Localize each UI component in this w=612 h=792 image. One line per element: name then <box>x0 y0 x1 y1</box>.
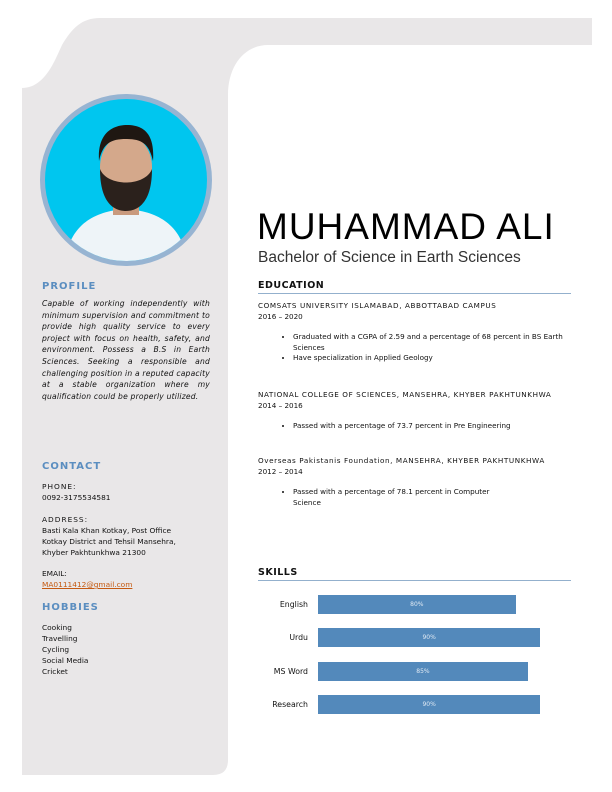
institution: Overseas Pakistanis Foundation, MANSEHRA, KHYBER PAKHTUNKHWA <box>258 456 545 465</box>
years: 2016 – 2020 <box>258 311 303 321</box>
email-label: EMAIL: <box>42 569 67 578</box>
contact-address <box>42 514 176 558</box>
hobby-item: Social Media <box>42 656 89 665</box>
education-entry <box>258 390 578 432</box>
phone-label: PHONE: <box>42 482 77 491</box>
skill-bar: 90% <box>318 695 540 714</box>
institution: NATIONAL COLLEGE OF SCIENCES, MANSEHRA, KHYBER PAKHTUNKHWA <box>258 390 552 399</box>
name-title: MUHAMMAD ALI <box>257 206 555 247</box>
person-icon <box>45 99 207 261</box>
education-bullet: • Graduated with a CGPA of 2.59 and a percentage of 68 percent in BS Earth Sciences <box>293 332 578 353</box>
skill-bar: 90% <box>318 628 540 647</box>
education-entry <box>258 456 578 508</box>
institution: COMSATS UNIVERSITY ISLAMABAD, ABBOTTABAD CAMPUS <box>258 301 497 310</box>
skill-bar: 80% <box>318 595 516 614</box>
years: 2012 – 2014 <box>258 466 303 476</box>
profile-heading: PROFILE <box>42 281 97 292</box>
skill-name: Urdu <box>289 633 308 642</box>
skill-name: MS Word <box>273 667 308 676</box>
contact-heading: CONTACT <box>42 461 102 472</box>
skill-row <box>250 628 580 648</box>
phone-value: 0092-3175534581 <box>42 493 111 502</box>
education-entry <box>258 301 578 364</box>
address-line: Khyber Pakhtunkhwa 21300 <box>42 548 146 557</box>
hobby-item: Travelling <box>42 634 78 643</box>
years: 2014 – 2016 <box>258 400 303 410</box>
education-bullet: • Passed with a percentage of 73.7 percent in Pre Engineering <box>293 421 578 432</box>
skills-heading: SKILLS <box>258 567 571 581</box>
hobbies-list <box>42 622 88 677</box>
degree-subtitle: Bachelor of Science in Earth Sciences <box>258 249 521 266</box>
education-bullet: • Have specialization in Applied Geology <box>293 353 578 364</box>
profile-text: Capable of working independently with minimum supervision and commitment to provide high quality service to every project with focus on health, safety, and environment. Possess a B.S in Earth Sciences. Seeking a responsible and challenging position in a reputed capacity at a stable organization where my qualification could be properly utilized. <box>42 299 210 401</box>
hobby-item: Cricket <box>42 667 68 676</box>
hobby-item: Cooking <box>42 623 72 632</box>
hobby-item: Cycling <box>42 645 70 654</box>
address-line: Kotkay District and Tehsil Mansehra, <box>42 537 176 546</box>
address-label: ADDRESS: <box>42 515 89 524</box>
contact-phone <box>42 481 111 503</box>
education-heading: EDUCATION <box>258 280 571 294</box>
email-link[interactable]: MA0111412@gmail.com <box>42 580 133 589</box>
address-line: Basti Kala Khan Kotkay, Post Office <box>42 526 172 535</box>
hobbies-heading: HOBBIES <box>42 602 99 613</box>
contact-email <box>42 568 132 590</box>
skill-bar: 85% <box>318 662 528 681</box>
skill-row <box>250 595 580 615</box>
skill-name: Research <box>272 700 308 709</box>
skill-row <box>250 662 580 682</box>
skill-name: English <box>279 600 308 609</box>
skill-row <box>250 695 580 715</box>
education-bullet: • Passed with a percentage of 78.1 percent in Computer Science <box>293 487 518 508</box>
profile-photo <box>40 94 212 266</box>
